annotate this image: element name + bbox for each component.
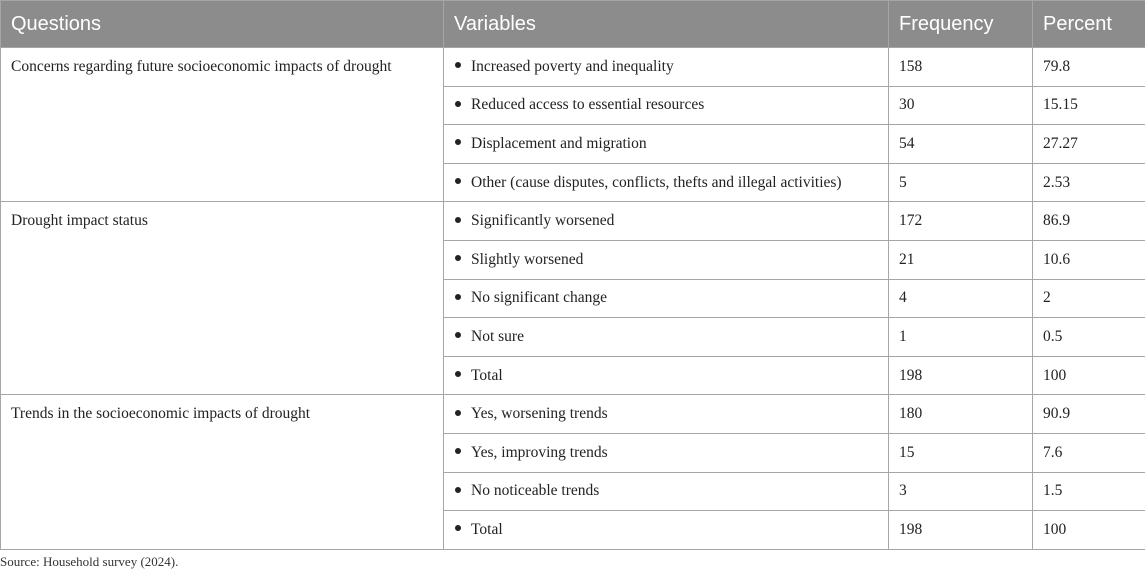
percent-cell: 10.6 [1033,240,1145,279]
variable-label: Total [471,366,503,384]
bullet-icon [455,332,461,338]
variable-cell [444,202,889,241]
frequency-cell: 3 [889,472,1033,511]
bullet-icon [455,62,461,68]
bullet-icon [455,217,461,223]
variable-label: Slightly worsened [471,250,584,268]
variable-label: Other (cause disputes, conflicts, thefts and illegal activities) [471,173,842,191]
frequency-cell: 21 [889,240,1033,279]
percent-cell: 79.8 [1033,48,1145,87]
variable-cell [444,125,889,164]
bullet-icon [455,487,461,493]
bullet-icon [455,410,461,416]
variable-label: Reduced access to essential resources [471,96,705,114]
frequency-cell: 54 [889,125,1033,164]
variable-label: No noticeable trends [471,482,600,500]
variable-cell [444,318,889,357]
frequency-cell: 180 [889,395,1033,434]
percent-cell: 100 [1033,356,1145,395]
bullet-icon [455,525,461,531]
variable-label: Yes, worsening trends [471,405,608,423]
frequency-cell: 1 [889,318,1033,357]
frequency-cell: 172 [889,202,1033,241]
frequency-cell: 30 [889,86,1033,125]
bullet-icon [455,101,461,107]
variable-cell [444,472,889,511]
question-cell: Trends in the socioeconomic impacts of drought [1,395,444,549]
header-row [1,1,1145,48]
variable-cell [444,163,889,202]
variable-cell [444,395,889,434]
bullet-icon [455,139,461,145]
bullet-icon [455,178,461,184]
header-percent: Percent [1033,1,1145,48]
percent-cell: 15.15 [1033,86,1145,125]
variable-cell [444,279,889,318]
table-row [1,395,1145,434]
percent-cell: 2 [1033,279,1145,318]
table-row [1,202,1145,241]
percent-cell: 0.5 [1033,318,1145,357]
variable-label: Increased poverty and inequality [471,57,674,75]
percent-cell: 90.9 [1033,395,1145,434]
question-cell: Drought impact status [1,202,444,395]
frequency-cell: 198 [889,511,1033,550]
percent-cell: 7.6 [1033,433,1145,472]
frequency-cell: 198 [889,356,1033,395]
table-body [1,48,1145,550]
percent-cell: 27.27 [1033,125,1145,164]
variable-label: Significantly worsened [471,212,615,230]
percent-cell: 2.53 [1033,163,1145,202]
variable-cell [444,240,889,279]
variable-cell [444,356,889,395]
table-row [1,48,1145,87]
frequency-cell: 158 [889,48,1033,87]
variable-label: Not sure [471,327,524,345]
bullet-icon [455,294,461,300]
bullet-icon [455,371,461,377]
frequency-cell: 5 [889,163,1033,202]
variable-cell [444,433,889,472]
variable-cell [444,511,889,550]
percent-cell: 100 [1033,511,1145,550]
percent-cell: 86.9 [1033,202,1145,241]
variable-cell [444,48,889,87]
header-questions: Questions [1,1,444,48]
bullet-icon [455,255,461,261]
header-frequency: Frequency [889,1,1033,48]
variable-cell [444,86,889,125]
variable-label: Displacement and migration [471,134,647,152]
source-note: Source: Household survey (2024). [0,554,179,569]
question-cell: Concerns regarding future socioeconomic impacts of drought [1,48,444,202]
variable-label: Total [471,520,503,538]
variable-label: No significant change [471,289,608,307]
frequency-cell: 4 [889,279,1033,318]
percent-cell: 1.5 [1033,472,1145,511]
bullet-icon [455,448,461,454]
header-variables: Variables [444,1,889,48]
frequency-cell: 15 [889,433,1033,472]
variable-label: Yes, improving trends [471,443,608,461]
